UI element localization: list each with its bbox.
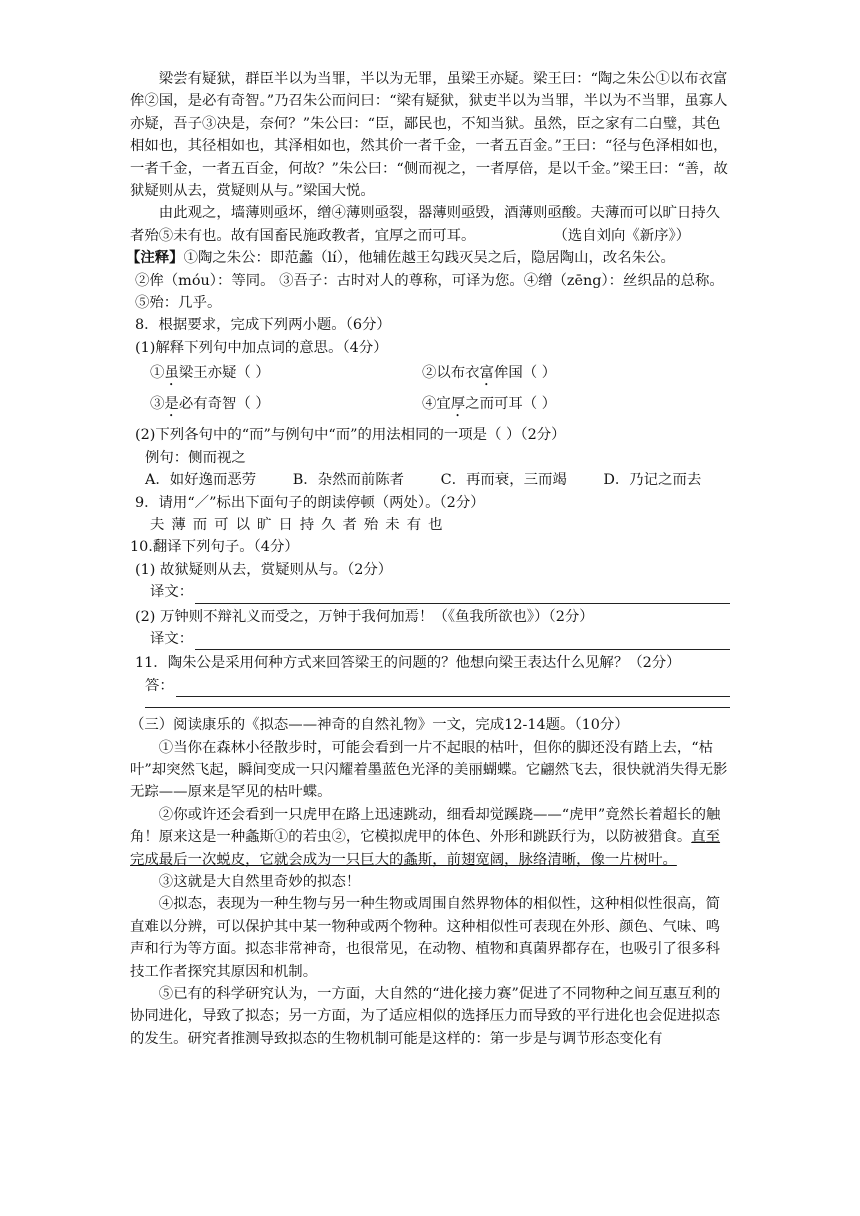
modern-paragraph-2: ②你或许还会看到一只虎甲在路上迅速跳动，细看却觉蹊跷——“虎甲”竟然长着超长的触角！原来这是一种螽斯①的若虫②，它模拟虎甲的体色、外形和跳跃行为，以防被猎食。直至完成最后一次蜕皮，它就会成为一只巨大的螽斯，前翅宽阔，脉络清晰，像一片树叶。 [130, 806, 721, 868]
question-8-part-1: (1)解释下列句中加点词的意思。（4分） [135, 339, 388, 356]
q8-item-d: ④宜厚之而可耳（ ） [422, 396, 557, 413]
question-9-stem: 9．请用“／”标出下面句子的朗读停顿（两处）。（2分） [135, 494, 485, 511]
q8-item-b: ②以布衣富侔国（ ） [422, 365, 557, 382]
modern-paragraph-5: ⑤已有的科学研究认为，一方面，大自然的“进化接力赛”促进了不同物种之间互惠互利的协同进化，导致了拟态；另一方面，为了适应相似的选择压力而导致的平行进化也会促进拟态的发生。研究者推测导致拟态的生物机制可能是这样的：第一步是与调节形态变化有 [130, 986, 721, 1047]
dotted-word-a: 虽 [164, 365, 179, 382]
notes-line-1 [126, 247, 730, 269]
question-8-stem: 8．根据要求，完成下列两小题。（6分） [135, 317, 391, 334]
answer-line-2[interactable] [145, 697, 730, 708]
note-2: ②侔（móu）：等同。 ③吾子：古时对人的尊称，可译为您。④缯（zēng）：丝织品的总称。 [135, 272, 724, 289]
source-citation: （选自刘向《新序》） [553, 227, 691, 244]
q10-sentence-2: (2) 万钟则不辩礼义而受之，万钟于我何加焉！（《鱼我所欲也》）（2分） [135, 608, 594, 625]
underlined-sentence: 直至完成最后一次蜕皮，它就会成为一只巨大的螽斯，前翅宽阔，脉络清晰，像一片树叶。 [130, 829, 721, 868]
q11-answer[interactable] [130, 675, 730, 697]
q8-item-c: ③是必有奇智（ ） [150, 396, 270, 413]
q8-item-a: ①虽梁王亦疑（ ） [150, 365, 270, 382]
answer-line[interactable] [176, 682, 730, 697]
example-sentence: 例句：侧而视之 [145, 449, 246, 466]
q8-row-1 [130, 362, 730, 389]
classical-paragraph-2-text: 由此观之，墙薄则亟坏，缯④薄则亟裂，器薄则亟毁，酒薄则亟酸。夫薄而可以旷日持久者殆⑤未有也。故有国畜民施政教者，宜厚之而可耳。 [130, 205, 721, 244]
section-3-title: （三）阅读康乐的《拟态——神奇的自然礼物》一文，完成12-14题。（10分） [130, 717, 629, 734]
q11-answer-label: 答： [145, 677, 174, 694]
note-3: ⑤殆：几乎。 [135, 295, 222, 312]
notes-heading: 【注释】 [126, 249, 184, 267]
answer-line[interactable] [195, 635, 730, 650]
dotted-word-b: 富 [479, 365, 494, 382]
q10-answer-2[interactable] [130, 628, 730, 650]
q8-options: A．如好逸而恶劳 B．杂然而前陈者 C．再而衰，三而竭 D．乃记之而去 [145, 472, 702, 489]
answer-line[interactable] [195, 589, 730, 604]
question-8-part-2: (2)下列各句中的“而”与例句中“而”的用法相同的一项是（ ）（2分） [135, 427, 566, 444]
note-1: ①陶之朱公：即范蠡（lí），他辅佐越王勾践灭吴之后，隐居陶山，改名朱公。 [183, 250, 675, 267]
modern-paragraph-1: ①当你在森林小径散步时，可能会看到一片不起眼的枯叶，但你的脚还没有踏上去，“枯叶”却突然飞起，瞬间变成一只闪耀着墨蓝色光泽的美丽蝴蝶。它翩然飞去，很快就消失得无影无踪——原来是罕见的枯叶蝶。 [130, 739, 728, 801]
q10-answer-1[interactable] [130, 581, 730, 603]
q9-sentence: 夫薄而可以旷日持久者殆未有也 [150, 516, 450, 533]
q10-answer-label-2: 译文： [150, 630, 194, 647]
exam-page [126, 68, 730, 1050]
modern-paragraph-4: ④拟态，表现为一种生物与另一种生物或周围自然界物体的相似性，这种相似性很高，简直难以分辨，可以保护其中某一物种或两个物种。这种相似性可表现在外形、颜色、气味、鸣声和行为等方面。拟态非常神奇，也很常见，在动物、植物和真菌界都存在，也吸引了很多科技工作者探究其原因和机制。 [130, 896, 721, 980]
classical-paragraph-2 [130, 202, 730, 247]
q10-sentence-1: (1) 故狱疑则从去，赏疑则从与。（2分） [135, 561, 393, 578]
modern-paragraph-3: ③这就是大自然里奇妙的拟态！ [158, 874, 361, 890]
question-10-stem: 10.翻译下列句子。（4分） [130, 539, 299, 556]
dotted-word-c: 是 [164, 396, 179, 413]
dotted-word-d: 厚 [450, 396, 466, 413]
classical-paragraph-1: 梁尝有疑狱，群臣半以为当罪，半以为无罪，虽梁王亦疑。梁王曰：“陶之朱公①以布衣富侔②国，是必有奇智。”乃召朱公而问曰：“梁有疑狱，狱吏半以为当罪，半以为不当罪，虽寡人亦疑，吾子③决是，奈何？”朱公曰：“臣，鄙民也，不知当狱。虽然，臣之家有二白璧，其色相如也，其径相如也，其泽相如也，然其价一者千金，一者五百金。”王曰：“径与色泽相如也，一者千金，一者五百金，何故？”朱公曰：“侧而视之，一者厚倍，是以千金。”梁王曰：“善，故狱疑则从去，赏疑则从与。”梁国大悦。 [130, 71, 728, 200]
question-11-stem: 11．陶朱公是采用何种方式来回答梁王的问题的？他想向梁王表达什么见解？（2分） [135, 655, 681, 672]
q8-row-2 [130, 393, 730, 420]
q10-answer-label-1: 译文： [150, 584, 194, 601]
